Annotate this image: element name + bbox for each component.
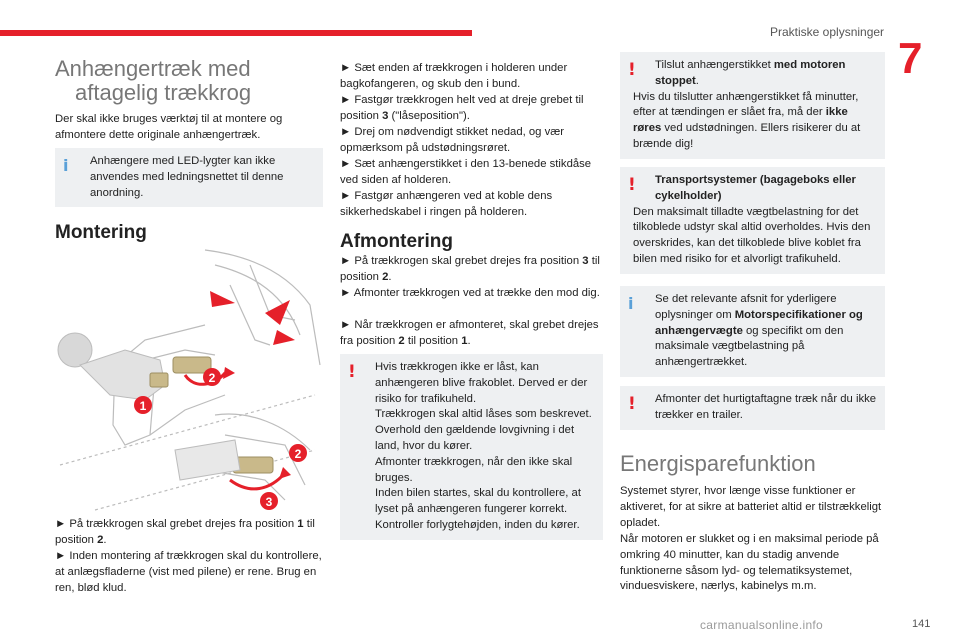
warning-icon: !	[628, 60, 636, 80]
warning-note-engine-line1	[633, 58, 877, 90]
chapter-number: 7	[898, 34, 923, 83]
page-header-title: Praktiske oplysninger	[770, 25, 885, 39]
mount-step-lock-text: ► Fastgør trækkrogen helt ved at dreje grebet til position	[340, 94, 584, 122]
page-number: 141	[912, 618, 931, 630]
energy-heading: Energisparefunktion	[620, 451, 816, 476]
energy-text-1: Systemet styrer, hvor længe visse funktioner er aktiveret, for at sikre at batteriet altid er tilstrækkeligt opladet.	[620, 485, 882, 529]
mount-step-socket-turn: ► Drej om nødvendigt stikket nedad, og vær opmærksom på udstødningsrøret.	[340, 126, 565, 154]
warning-note-lock	[340, 354, 603, 540]
step-1-to: 2	[97, 533, 104, 546]
info-specs-text	[633, 292, 877, 371]
warning-engine-bold: med motoren stoppet	[655, 59, 846, 87]
dismount-step-1	[340, 254, 602, 286]
dismount-step-2: ► Afmonter trækkrogen ved at trække den mod dig.	[340, 287, 600, 299]
warning-note-detach	[620, 386, 885, 430]
dismount-step-3	[340, 318, 602, 350]
info-note-led-text: Anhængere med LED-lygter kan ikke anvendes med ledningsnettet til denne anordning.	[90, 155, 284, 199]
dismount-step-3-to: 1	[461, 334, 468, 347]
warning-note-engine	[620, 52, 885, 159]
montering-heading: Montering	[55, 222, 147, 243]
energy-text-2: Når motoren er slukket og i en maksimal periode på omkring 40 minutter, kan du stadig anvende funktionerne såsom lyd- og telematiksystemet, vinduesviskere, nærlys, kabinelys m.m.	[620, 533, 879, 593]
header-accent-bar	[0, 30, 472, 36]
dismount-step-1-mid: til position	[340, 255, 600, 283]
info-note-specs	[620, 286, 885, 377]
warning-engine-detail: Hvis du tilslutter anhængerstikket få minutter, efter at tændingen er slået fra, må der	[633, 90, 859, 119]
info-icon: i	[63, 156, 69, 175]
callout-3: 3	[265, 495, 273, 509]
warning-icon: !	[348, 362, 356, 382]
tow-ball	[58, 333, 92, 367]
warning-note-engine-line2	[633, 90, 877, 153]
info-icon: i	[628, 294, 634, 313]
dismount-step-3-end: .	[467, 334, 471, 347]
warning-engine-detail-end: ved udstødningen. Ellers risikerer du at brænde dig!	[633, 122, 861, 150]
towbar-illustration	[55, 245, 325, 515]
mount-step-lock-suffix: ("låseposition").	[388, 109, 470, 122]
info-note-led	[55, 148, 323, 207]
section-title-line2: aftagelig trækkrog	[75, 80, 252, 105]
mount-step-insert: ► Sæt enden af trækkrogen i holderen under bagkofangeren, og skub den i bund.	[340, 62, 568, 90]
step-1-mid: til position	[55, 518, 315, 546]
info-specs-lead: Se det relevante afsnit for yderligere oplysninger om	[655, 293, 837, 321]
watermark: carmanualsonline.info	[700, 618, 824, 632]
step-1-text: ► På trækkrogen skal grebet drejes fra position	[55, 518, 295, 530]
dismount-step-3-mid: til position	[404, 334, 462, 347]
dismount-step-1-text: ► På trækkrogen skal grebet drejes fra position	[340, 255, 583, 267]
warning-transport-title: Transportsystemer (bagageboks eller cykelholder)	[655, 174, 856, 202]
mount-step-connect: ► Sæt anhængerstikket i den 13-benede stikdåse ved siden af holderen.	[340, 158, 592, 186]
section-title-line1: Anhængertræk med	[55, 56, 251, 81]
mount-step-lock	[340, 93, 602, 125]
warning-note-lock-text: Hvis trækkrogen ikke er låst, kan anhængeren blive frakoblet. Derved er der risiko for trafikuheld. Trækkrogen skal altid låses som beskrevet. Overhold den gældende lovgivning i det land, hvor du kører. Afmonter trækkrogen, når den ikke skal bruges. Inden bilen startes, skal du kontrollere, at lyset på anhængeren fungerer korrekt. Kontroller forlygtehøjden, inden du kører.	[375, 361, 592, 531]
mount-step-cable: ► Fastgør anhængeren ved at koble dens sikkerhedskabel i ringen på holderen.	[340, 190, 553, 218]
callout-2-top: 2	[208, 371, 216, 385]
info-specs-bold: Motorspecifikationer og anhængervægte	[655, 308, 863, 337]
dismount-step-1-from: 3	[582, 255, 589, 267]
warning-transport-text: Den maksimalt tilladte vægtbelastning for det tilkoblede udstyr skal altid overholdes. Hvis den overskrides, kan det tilkoblede blive koblet fra bilen med risiko for et alvorligt trafikuheld.	[633, 205, 871, 265]
callout-2-bottom: 2	[294, 447, 302, 461]
dismount-step-1-end: .	[388, 270, 392, 283]
mount-step-lock-position: 3	[382, 109, 389, 122]
dismount-step-3-text: ► Når trækkrogen er afmonteret, skal grebet drejes fra position	[340, 319, 599, 347]
dismount-step-1-to: 2	[382, 270, 389, 283]
lock-handle-top	[173, 357, 211, 373]
warning-icon: !	[628, 394, 636, 414]
dismount-step-3-from: 2	[398, 334, 405, 347]
montering-step-1	[55, 517, 325, 549]
info-specs-tail: og specifikt om den maksimale vægtbelastning på anhængertrækket.	[655, 324, 844, 369]
intro-text: Der skal ikke bruges værktøj til at montere og afmontere dette originale anhængertræk.	[55, 113, 283, 141]
warning-icon: !	[628, 175, 636, 195]
step-1-from: 1	[297, 518, 304, 530]
warning-engine-end: .	[695, 74, 699, 87]
step-1-end: .	[103, 533, 107, 546]
warning-note-transport	[620, 167, 885, 274]
warning-detach-text: Afmonter det hurtigtaftagne træk når du ikke trækker en trailer.	[655, 393, 877, 421]
warning-engine-detail-bold: ikke røres	[633, 106, 848, 135]
section-title	[55, 57, 325, 105]
lock-knob-top	[150, 373, 168, 387]
callout-1: 1	[139, 399, 147, 413]
afmontering-heading: Afmontering	[340, 231, 453, 252]
warning-engine-text: Tilslut anhængerstikket	[655, 59, 774, 71]
montering-step-2: ► Inden montering af trækkrogen skal du kontrollere, at anlægsfladerne (vist med pilene) er rene. Brug en ren, blød klud.	[55, 550, 322, 594]
